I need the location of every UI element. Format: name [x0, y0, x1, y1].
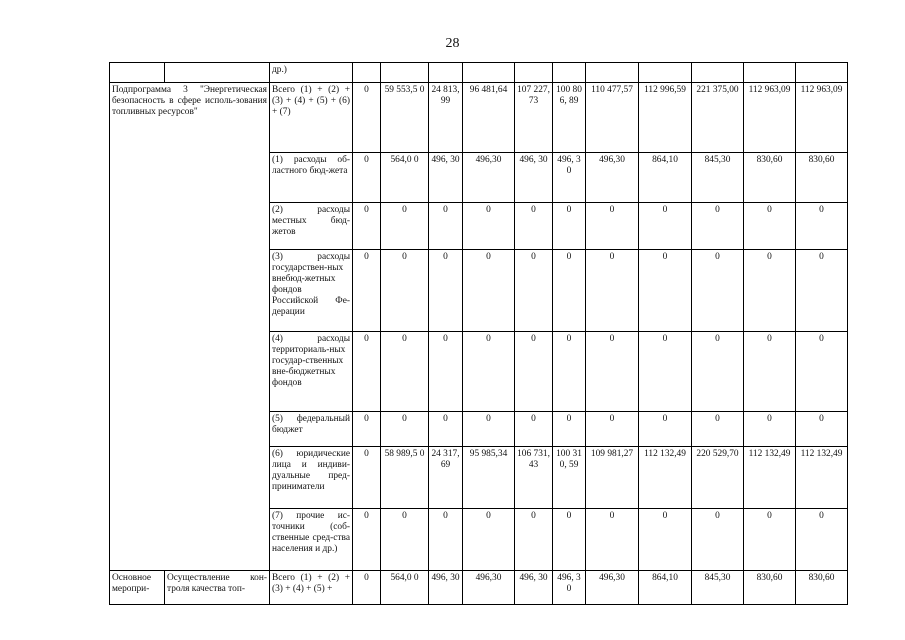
activity-label: Основное меропри-	[110, 571, 165, 605]
funding-source: (3) расходы государствен-ных внебюд-жетных фондов Российской Фе-дерации	[270, 250, 353, 332]
value-cell: 24 813, 99	[429, 83, 463, 153]
activity-description: Осуществление кон-троля качества топ-	[165, 571, 270, 605]
value-cell: 0	[353, 153, 381, 203]
value-cell: 0	[381, 250, 429, 332]
value-cell: 112 963,09	[744, 83, 796, 153]
value-cell: 0	[353, 203, 381, 250]
value-cell: 0	[586, 203, 639, 250]
value-cell: 0	[639, 509, 692, 571]
cell-empty	[110, 63, 165, 83]
value-cell: 0	[515, 250, 553, 332]
value-cell: 496,30	[586, 571, 639, 605]
value-cell: 0	[463, 332, 515, 412]
cell-empty	[165, 63, 270, 83]
value-cell: 0	[586, 332, 639, 412]
value-cell: 0	[463, 250, 515, 332]
value-cell: 0	[353, 83, 381, 153]
value-cell: 0	[639, 412, 692, 447]
value-cell: 110 477,57	[586, 83, 639, 153]
value-cell: 59 553,5 0	[381, 83, 429, 153]
value-cell: 0	[553, 332, 586, 412]
value-cell: 830,60	[744, 153, 796, 203]
value-cell: 220 529,70	[692, 447, 744, 509]
value-cell: 0	[381, 509, 429, 571]
value-cell: 496, 30	[553, 153, 586, 203]
value-cell: 100 806, 89	[553, 83, 586, 153]
value-cell: 107 227, 73	[515, 83, 553, 153]
value-cell: 58 989,5 0	[381, 447, 429, 509]
value-cell: 96 481,64	[463, 83, 515, 153]
value-cell: 0	[744, 332, 796, 412]
value-cell: 0	[353, 332, 381, 412]
value-cell: 0	[429, 509, 463, 571]
value-cell: 0	[639, 250, 692, 332]
value-cell: 0	[463, 509, 515, 571]
value-cell: 24 317, 69	[429, 447, 463, 509]
value-cell: 0	[353, 447, 381, 509]
value-cell: 496,30	[463, 153, 515, 203]
value-cell: 0	[796, 203, 848, 250]
value-cell: 0	[353, 250, 381, 332]
value-cell: 0	[586, 509, 639, 571]
funding-source: (7) прочие ис-точники (соб-ственные сред-ства населения и др.)	[270, 509, 353, 571]
value-cell: 0	[692, 203, 744, 250]
value-cell: 496,30	[586, 153, 639, 203]
value-cell: 112 963,09	[796, 83, 848, 153]
value-cell: 496, 30	[429, 153, 463, 203]
value-cell: 0	[353, 412, 381, 447]
funding-source: Всего (1) + (2) + (3) + (4) + (5) + (6) + (7)	[270, 83, 353, 153]
value-cell: 112 996,59	[639, 83, 692, 153]
value-cell: 496, 30	[515, 153, 553, 203]
value-cell: 0	[796, 509, 848, 571]
value-cell: 0	[639, 203, 692, 250]
value-cell: 845,30	[692, 153, 744, 203]
value-cell: 0	[796, 412, 848, 447]
funding-source: (1) расходы об-ластного бюд-жета	[270, 153, 353, 203]
page-number: 28	[445, 36, 460, 51]
value-cell: 0	[553, 250, 586, 332]
value-cell: 0	[381, 203, 429, 250]
value-cell: 0	[692, 332, 744, 412]
funding-source: (5) федеральный бюджет	[270, 412, 353, 447]
value-cell: 109 981,27	[586, 447, 639, 509]
value-cell: 0	[353, 509, 381, 571]
value-cell: 0	[553, 412, 586, 447]
value-cell: 0	[381, 332, 429, 412]
table-row	[110, 571, 848, 605]
value-cell: 564,0 0	[381, 571, 429, 605]
value-cell: 0	[515, 332, 553, 412]
value-cell: 0	[429, 250, 463, 332]
value-cell: 0	[692, 509, 744, 571]
value-cell: 0	[381, 412, 429, 447]
value-cell: 0	[515, 509, 553, 571]
value-cell: 112 132,49	[744, 447, 796, 509]
value-cell: 0	[639, 332, 692, 412]
value-cell: 830,60	[796, 153, 848, 203]
value-cell: 0	[429, 203, 463, 250]
value-cell: 112 132,49	[639, 447, 692, 509]
table-row	[110, 83, 848, 153]
value-cell: 0	[429, 412, 463, 447]
value-cell: 830,60	[744, 571, 796, 605]
value-cell: 0	[796, 250, 848, 332]
value-cell: 0	[744, 250, 796, 332]
value-cell: 0	[553, 203, 586, 250]
value-cell: 0	[553, 509, 586, 571]
value-cell: 106 731, 43	[515, 447, 553, 509]
value-cell: 864,10	[639, 153, 692, 203]
value-cell: 0	[463, 203, 515, 250]
value-cell: 0	[586, 250, 639, 332]
value-cell: 100 310, 59	[553, 447, 586, 509]
value-cell: 0	[515, 203, 553, 250]
subprogram-label: Подпрограмма 3 "Энергетическая безопасность в сфере исполь-зования топливных ресурсов"	[110, 83, 270, 571]
value-cell: 496,30	[463, 571, 515, 605]
value-cell: 0	[744, 509, 796, 571]
value-cell: 0	[463, 412, 515, 447]
value-cell: 0	[429, 332, 463, 412]
value-cell: 0	[692, 412, 744, 447]
value-cell: 564,0 0	[381, 153, 429, 203]
value-cell: 496, 30	[553, 571, 586, 605]
value-cell: 0	[586, 412, 639, 447]
value-cell: 845,30	[692, 571, 744, 605]
value-cell: 864,10	[639, 571, 692, 605]
value-cell: 95 985,34	[463, 447, 515, 509]
value-cell: 496, 30	[429, 571, 463, 605]
value-cell: 112 132,49	[796, 447, 848, 509]
value-cell: 0	[353, 571, 381, 605]
value-cell: 0	[744, 412, 796, 447]
funding-source: Всего (1) + (2) + (3) + (4) + (5) +	[270, 571, 353, 605]
value-cell: 830,60	[796, 571, 848, 605]
value-cell: 0	[515, 412, 553, 447]
value-cell: 0	[692, 250, 744, 332]
source-cell: др.)	[270, 63, 353, 83]
value-cell: 496, 30	[515, 571, 553, 605]
value-cell: 0	[796, 332, 848, 412]
value-cell: 0	[744, 203, 796, 250]
funding-source: (2) расходы местных бюд-жетов	[270, 203, 353, 250]
budget-table	[109, 62, 848, 605]
funding-source: (4) расходы территориаль-ных государ-ственных вне-бюджетных фондов	[270, 332, 353, 412]
value-cell: 221 375,00	[692, 83, 744, 153]
table-row-continuation	[110, 63, 848, 83]
funding-source: (6) юридические лица и индиви-дуальные пред-приниматели	[270, 447, 353, 509]
